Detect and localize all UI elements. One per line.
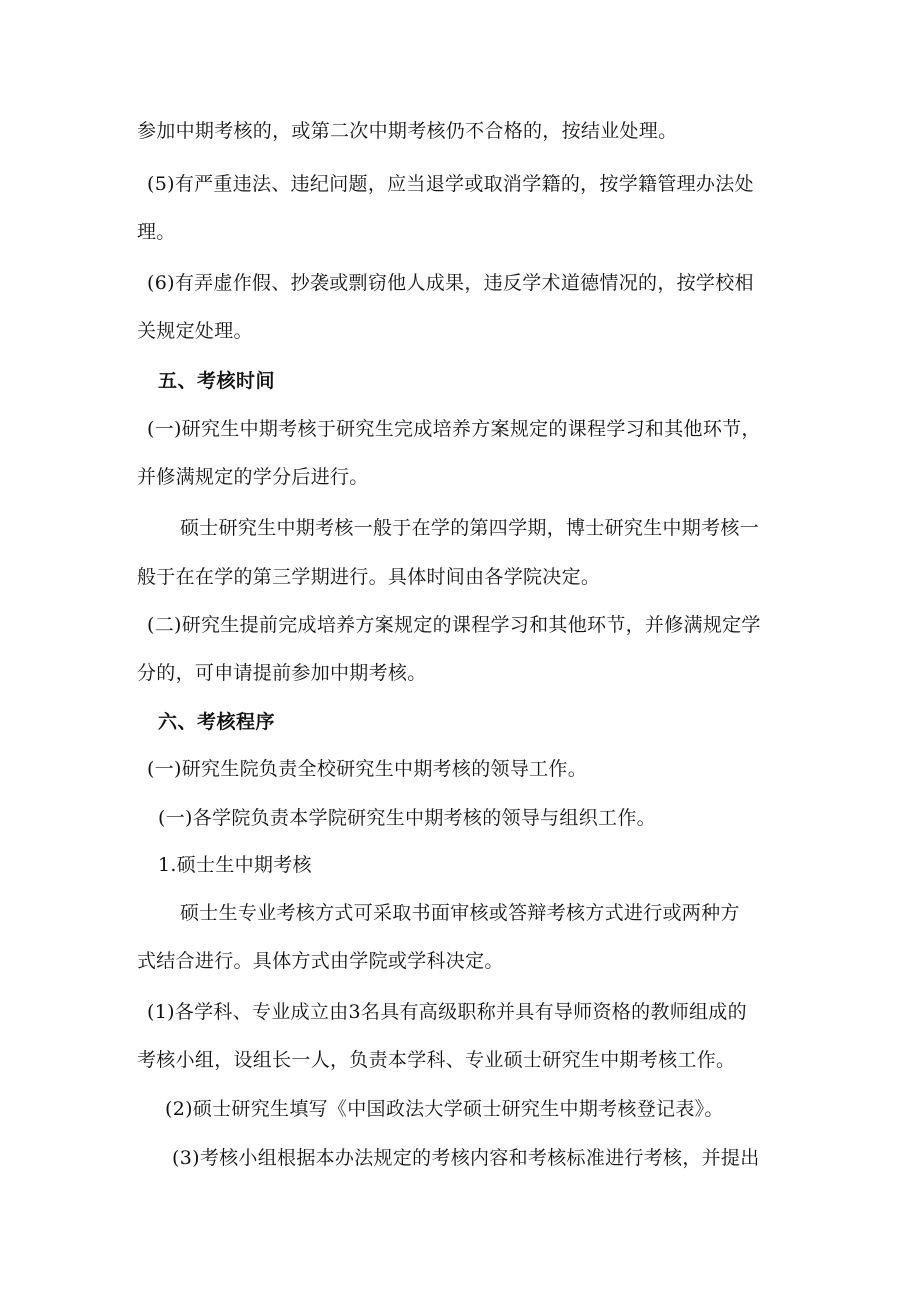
text-line: 分的，可申请提前参加中期考核。 bbox=[137, 662, 427, 684]
text-line: 并修满规定的学分后进行。 bbox=[137, 466, 369, 488]
text-line: (1)各学科、专业成立由3名具有高级职称并具有导师资格的教师组成的 bbox=[147, 1001, 747, 1023]
text-line: (一)研究生院负责全校研究生中期考核的领导工作。 bbox=[147, 758, 588, 780]
section-heading: 六、考核程序 bbox=[158, 711, 276, 733]
text-line: 硕士生专业考核方式可采取书面审核或答辩考核方式进行或两种方 bbox=[180, 902, 740, 924]
text-line: (6)有弄虚作假、抄袭或剽窃他人成果，违反学术道德情况的，按学校相 bbox=[147, 272, 754, 294]
text-line: 式结合进行。具体方式由学院或学科决定。 bbox=[137, 950, 504, 972]
text-line: (一)各学院负责本学院研究生中期考核的领导与组织工作。 bbox=[158, 807, 656, 829]
text-line: 般于在在学的第三学期进行。具体时间由各学院决定。 bbox=[137, 566, 601, 588]
text-line: (一)研究生中期考核于研究生完成培养方案规定的课程学习和其他环节， bbox=[147, 418, 761, 440]
text-line: 参加中期考核的，或第二次中期考核仍不合格的，按结业处理。 bbox=[137, 120, 678, 142]
text-line: (3)考核小组根据本办法规定的考核内容和考核标准进行考核，并提出 bbox=[172, 1147, 760, 1169]
text-line: 1.硕士生中期考核 bbox=[158, 854, 312, 876]
text-line: (2)硕士研究生填写《中国政法大学硕士研究生中期考核登记表》。 bbox=[165, 1098, 724, 1120]
text-line: 关规定处理。 bbox=[137, 320, 253, 342]
section-heading: 五、考核时间 bbox=[158, 370, 276, 392]
text-line: 硕士研究生中期考核一般于在学的第四学期，博士研究生中期考核一 bbox=[180, 517, 760, 539]
text-line: 理。 bbox=[137, 221, 176, 243]
text-line: (二)研究生提前完成培养方案规定的课程学习和其他环节，并修满规定学 bbox=[147, 614, 761, 636]
text-line: (5)有严重违法、违纪问题，应当退学或取消学籍的，按学籍管理办法处 bbox=[147, 173, 754, 195]
text-line: 考核小组，设组长一人，负责本学科、专业硕士研究生中期考核工作。 bbox=[137, 1049, 736, 1071]
